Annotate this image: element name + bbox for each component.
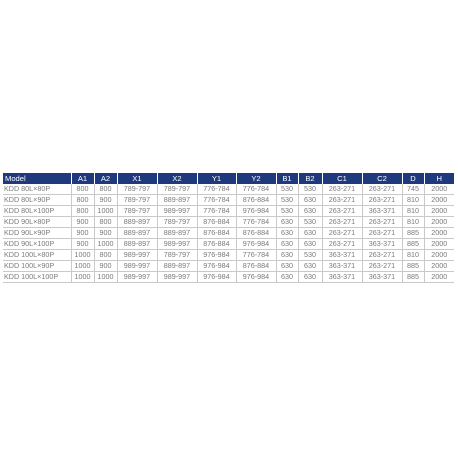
table-row (3, 217, 454, 228)
table-cell: 789-797 (117, 184, 157, 195)
table-cell: 263-271 (322, 228, 362, 239)
table-cell: 630 (298, 228, 322, 239)
dimensions-table (3, 173, 454, 283)
table-cell: 800 (71, 206, 94, 217)
table-row (3, 184, 454, 195)
table-cell: 889-897 (157, 228, 197, 239)
table-cell: 2000 (424, 261, 454, 272)
table-cell: 363-371 (322, 250, 362, 261)
column-header-b2: B2 (298, 173, 322, 184)
table-cell: 989-997 (157, 239, 197, 250)
table-cell: 889-897 (157, 261, 197, 272)
table-cell: 1000 (94, 239, 117, 250)
column-header-x2: X2 (157, 173, 197, 184)
table-cell: 810 (402, 195, 424, 206)
table-cell: 630 (298, 206, 322, 217)
model-cell: KDD 80L×80P (3, 184, 71, 195)
table-cell: 789-797 (157, 250, 197, 261)
model-cell: KDD 100L×90P (3, 261, 71, 272)
table-cell: 976-984 (197, 250, 236, 261)
table-cell: 989-997 (117, 272, 157, 283)
table-cell: 630 (298, 272, 322, 283)
model-cell: KDD 80L×100P (3, 206, 71, 217)
table-cell: 630 (276, 261, 298, 272)
table-cell: 889-897 (117, 228, 157, 239)
table-cell: 530 (298, 184, 322, 195)
table-cell: 630 (276, 239, 298, 250)
table-cell: 889-897 (117, 217, 157, 228)
table-cell: 1000 (94, 272, 117, 283)
table-row (3, 195, 454, 206)
column-header-c2: C2 (362, 173, 402, 184)
table-cell: 2000 (424, 228, 454, 239)
table-cell: 885 (402, 239, 424, 250)
table-cell: 976-984 (236, 206, 276, 217)
table-row (3, 250, 454, 261)
table-cell: 789-797 (117, 195, 157, 206)
table-cell: 789-797 (117, 206, 157, 217)
table-row (3, 206, 454, 217)
table-cell: 630 (298, 261, 322, 272)
table-cell: 630 (276, 272, 298, 283)
table-cell: 876-884 (236, 195, 276, 206)
table-cell: 800 (94, 184, 117, 195)
table-cell: 976-984 (197, 272, 236, 283)
table-cell: 263-271 (362, 195, 402, 206)
table-cell: 1000 (94, 206, 117, 217)
table-cell: 989-997 (117, 261, 157, 272)
table-cell: 885 (402, 228, 424, 239)
column-header-y2: Y2 (236, 173, 276, 184)
table-cell: 2000 (424, 272, 454, 283)
table-cell: 363-371 (322, 261, 362, 272)
table-cell: 745 (402, 184, 424, 195)
column-header-x1: X1 (117, 173, 157, 184)
table-cell: 530 (276, 206, 298, 217)
column-header-b1: B1 (276, 173, 298, 184)
table-cell: 989-997 (157, 206, 197, 217)
table-row (3, 239, 454, 250)
table-cell: 2000 (424, 206, 454, 217)
table-cell: 810 (402, 217, 424, 228)
table-cell: 1000 (71, 261, 94, 272)
table-cell: 889-897 (117, 239, 157, 250)
table-cell: 530 (276, 184, 298, 195)
table-cell: 776-784 (197, 184, 236, 195)
column-header-c1: C1 (322, 173, 362, 184)
table-cell: 363-371 (362, 206, 402, 217)
table-cell: 630 (276, 228, 298, 239)
table-cell: 530 (298, 217, 322, 228)
table-cell: 900 (71, 217, 94, 228)
table-header (3, 173, 454, 184)
table-cell: 2000 (424, 250, 454, 261)
table-cell: 363-371 (362, 272, 402, 283)
table-cell: 363-371 (322, 272, 362, 283)
table-cell: 885 (402, 272, 424, 283)
table-cell: 630 (276, 217, 298, 228)
table-cell: 263-271 (322, 206, 362, 217)
table-cell: 2000 (424, 195, 454, 206)
table-cell: 810 (402, 206, 424, 217)
table-cell: 363-371 (362, 239, 402, 250)
table-cell: 263-271 (362, 217, 402, 228)
table-cell: 789-797 (157, 217, 197, 228)
table-cell: 2000 (424, 184, 454, 195)
table-cell: 800 (94, 250, 117, 261)
table-cell: 976-984 (236, 272, 276, 283)
table-cell: 263-271 (362, 250, 402, 261)
table-cell: 800 (71, 195, 94, 206)
table-cell: 1000 (71, 272, 94, 283)
table-cell: 263-271 (322, 195, 362, 206)
column-header-a2: A2 (94, 173, 117, 184)
table-cell: 976-984 (236, 239, 276, 250)
table-cell: 876-884 (197, 217, 236, 228)
table-row (3, 228, 454, 239)
model-cell: KDD 80L×90P (3, 195, 71, 206)
table-cell: 776-784 (236, 250, 276, 261)
table-cell: 900 (94, 195, 117, 206)
table-cell: 876-884 (236, 228, 276, 239)
column-header-d: D (402, 173, 424, 184)
table-cell: 900 (71, 239, 94, 250)
table-cell: 630 (298, 195, 322, 206)
table-cell: 630 (298, 239, 322, 250)
table-cell: 2000 (424, 239, 454, 250)
table-body (3, 184, 454, 283)
table-cell: 900 (94, 261, 117, 272)
column-header-h: H (424, 173, 454, 184)
table-cell: 263-271 (322, 184, 362, 195)
table-cell: 263-271 (362, 228, 402, 239)
table-cell: 263-271 (322, 239, 362, 250)
header-row (3, 173, 454, 184)
table-cell: 776-784 (236, 217, 276, 228)
table-cell: 885 (402, 261, 424, 272)
model-cell: KDD 90L×90P (3, 228, 71, 239)
table-cell: 263-271 (362, 261, 402, 272)
table-cell: 530 (298, 250, 322, 261)
table-cell: 989-997 (117, 250, 157, 261)
table-cell: 900 (94, 228, 117, 239)
table-row (3, 272, 454, 283)
table-cell: 900 (71, 228, 94, 239)
table-cell: 876-884 (197, 239, 236, 250)
model-cell: KDD 90L×80P (3, 217, 71, 228)
column-header-a1: A1 (71, 173, 94, 184)
table-cell: 776-784 (197, 206, 236, 217)
model-cell: KDD 100L×100P (3, 272, 71, 283)
table-row (3, 261, 454, 272)
table-cell: 989-997 (157, 272, 197, 283)
table-cell: 630 (276, 250, 298, 261)
model-cell: KDD 100L×80P (3, 250, 71, 261)
table-cell: 889-897 (157, 195, 197, 206)
table-cell: 800 (71, 184, 94, 195)
table-cell: 976-984 (197, 261, 236, 272)
column-header-model: Model (3, 173, 71, 184)
table-cell: 876-884 (197, 228, 236, 239)
table-cell: 263-271 (362, 184, 402, 195)
table-cell: 800 (94, 217, 117, 228)
table-cell: 1000 (71, 250, 94, 261)
table-cell: 530 (276, 195, 298, 206)
model-cell: KDD 90L×100P (3, 239, 71, 250)
table-cell: 810 (402, 250, 424, 261)
table-cell: 776-784 (197, 195, 236, 206)
table-cell: 263-271 (322, 217, 362, 228)
table-cell: 776-784 (236, 184, 276, 195)
table-cell: 876-884 (236, 261, 276, 272)
table-cell: 2000 (424, 217, 454, 228)
column-header-y1: Y1 (197, 173, 236, 184)
table-cell: 789-797 (157, 184, 197, 195)
